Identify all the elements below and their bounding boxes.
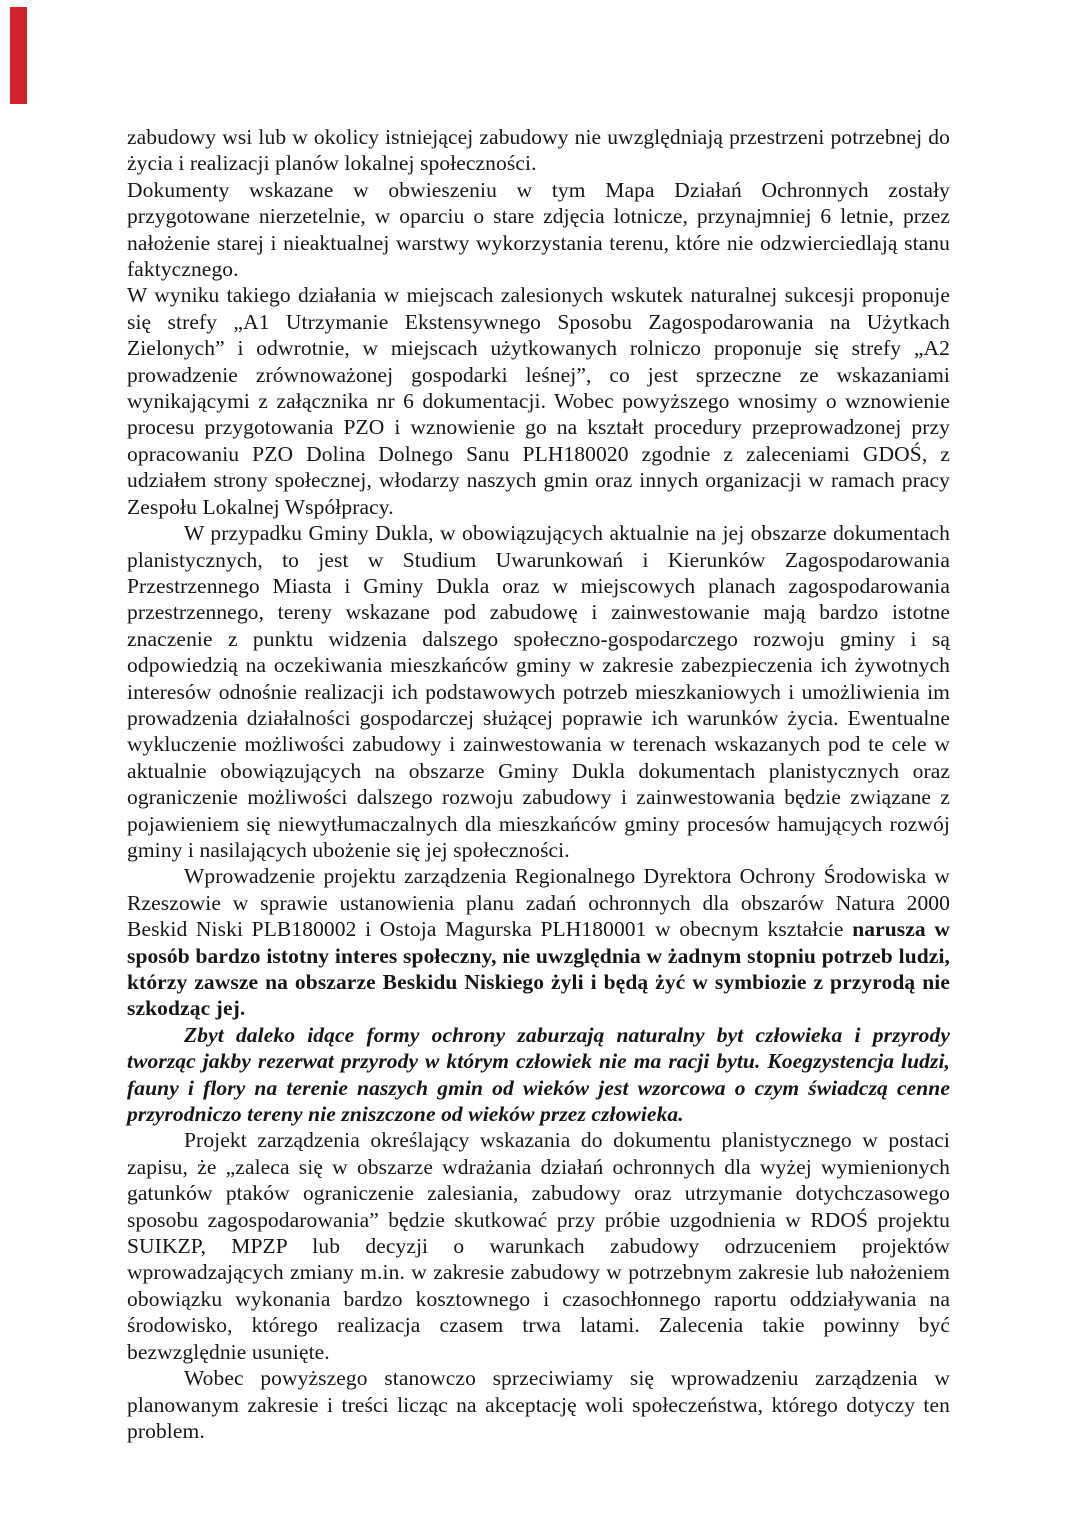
- paragraph-projekt-zarzadzenia: Projekt zarządzenia określający wskazania do dokumentu planistycznego w postaci zapisu, że „zaleca się w obszarze wdrażania działań ochronnych dla wyżej wymienionych gatunków ptaków ograniczenie zalesiania, zabudowy oraz utrzymanie dotychczasowego sposobu zagospodarowania” będzie skutkować przy próbie uzgodnienia w RDOŚ projektu SUIKZP, MPZP lub decyzji o warunkach zabudowy odrzuceniem projektów wprowadzających zmiany m.in. w zakresie zabudowy w potrzebnym zakresie lub nałożeniem obowiązku wykonania bardzo kosztownego i czasochłonnego raportu oddziaływania na środowisko, którego realizacja czasem trwa latami. Zalecenia takie powinny być bezwzględnie usunięte.: [127, 1128, 950, 1364]
- red-mark: [10, 7, 27, 104]
- paragraph-wprowadzenie-bold-part: narusza w sposób bardzo istotny interes społeczny, nie uwzględnia w żadnym stopniu potrzeb ludzi, którzy zawsze na obszarze Beskidu Niskiego żyli i będą żyć w symbiozie z przyrodą nie szkodząc jej.: [127, 917, 951, 1021]
- paragraph-wprowadzenie: [127, 863, 950, 1021]
- paragraph-continuation: zabudowy wsi lub w okolicy istniejącej zabudowy nie uwzględniają przestrzeni potrzebnej do życia i realizacji planów lokalnej społeczności.: [127, 125, 950, 176]
- paragraph-wprowadzenie-normal-part: Wprowadzenie projektu zarządzenia Regionalnego Dyrektora Ochrony Środowiska w Rzeszowie w sprawie ustanowienia planu zadań ochronnych dla obszarów Natura 2000 Beskid Niski PLB180002 i Ostoja Magurska PLH180001 w obecnym kształcie: [127, 864, 950, 942]
- paragraph-gmina-dukla: W przypadku Gminy Dukla, w obowiązujących aktualnie na jej obszarze dokumentach planistycznych, to jest w Studium Uwarunkowań i Kierunków Zagospodarowania Przestrzennego Miasta i Gminy Dukla oraz w miejscowych planach zagospodarowania przestrzennego, tereny wskazane pod zabudowę i zainwestowanie mają bardzo istotne znaczenie z punktu widzenia dalszego społeczno-gospodarczego rozwoju gminy i są odpowiedzią na oczekiwania mieszkańców gminy w zakresie zabezpieczenia ich żywotnych interesów odnośnie realizacji ich podstawowych potrzeb mieszkaniowych i umożliwienia im prowadzenia działalności gospodarczej służącej poprawie ich warunków życia. Ewentualne wykluczenie możliwości zabudowy i zainwestowania w terenach wskazanych pod te cele w aktualnie obowiązujących na obszarze Gminy Dukla dokumentach planistycznych oraz ograniczenie możliwości dalszego rozwoju zabudowy i zainwestowania będzie związane z pojawieniem się niewytłumaczalnych dla mieszkańców gminy procesów hamujących rozwój gminy i nasilających ubożenie się jej społeczności.: [127, 521, 950, 862]
- paragraph-w-wyniku: W wyniku takiego działania w miejscach zalesionych wskutek naturalnej sukcesji proponuje się strefy „A1 Utrzymanie Ekstensywnego Sposobu Zagospodarowania na Użytkach Zielonych” i odwrotnie, w miejscach użytkowanych rolniczo proponuje się strefy „A2 prowadzenie zrównoważonej gospodarki leśnej”, co jest sprzeczne ze wskazaniami wynikającymi z załącznika nr 6 dokumentacji. Wobec powyższego wnosimy o wznowienie procesu przygotowania PZO i wznowienie go na kształt procedury przeprowadzonej przy opracowaniu PZO Dolina Dolnego Sanu PLH180020 zgodnie z zaleceniami GDOŚ, z udziałem strony społecznej, włodarzy naszych gmin oraz innych organizacji w ramach pracy Zespołu Lokalnej Współpracy.: [127, 283, 950, 519]
- document-text: [127, 124, 950, 1444]
- paragraph-dokumenty: Dokumenty wskazane w obwieszeniu w tym Mapa Działań Ochronnych zostały przygotowane nierzetelnie, w oparciu o stare zdjęcia lotnicze, przynajmniej 6 letnie, przez nałożenie starej i nieaktualnej warstwy wykorzystania terenu, które nie odzwierciedlają stanu faktycznego.: [127, 177, 950, 282]
- paragraph-zbyt-daleko: Zbyt daleko idące formy ochrony zaburzają naturalny byt człowieka i przyrody tworząc jakby rezerwat przyrody w którym człowiek nie ma racji bytu. Koegzystencja ludzi, fauny i flory na terenie naszych gmin od wieków jest wzorcowa o czym świadczą cenne przyrodniczo tereny nie zniszczone od wieków przez człowieka.: [127, 1022, 950, 1127]
- paragraph-wobec-powyzszego: Wobec powyższego stanowczo sprzeciwiamy się wprowadzeniu zarządzenia w planowanym zakresie i treści licząc na akceptację woli społeczeństwa, którego dotyczy ten problem.: [127, 1366, 950, 1443]
